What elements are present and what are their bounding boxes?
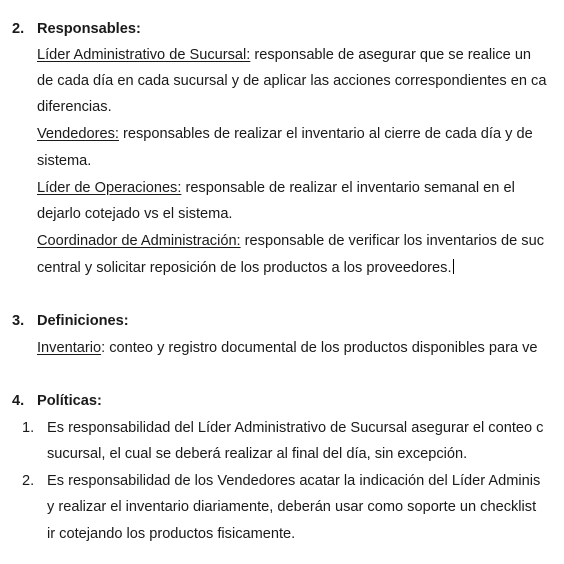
text-cursor (453, 259, 454, 274)
section-number-politicas: 4. (12, 393, 25, 409)
responsable-coordinador-line-1 (37, 232, 564, 250)
responsable-vendedores-line-2: sistema. (37, 153, 92, 169)
politica-2-line-1: Es responsabilidad de los Vendedores acatar la indicación del Líder Adminis (47, 473, 541, 489)
section-heading-responsables: Responsables: (37, 21, 141, 37)
desc-lider-operaciones: responsable de realizar el inventario semanal en el (181, 180, 515, 196)
politica-1-line-1: Es responsabilidad del Líder Administrativo de Sucursal asegurar el conteo c (47, 420, 544, 436)
term-inventario: Inventario (37, 340, 102, 356)
section-number-definiciones: 3. (12, 313, 25, 329)
term-coordinador: Coordinador de Administración: (37, 233, 241, 249)
section-heading-definiciones: Definiciones: (37, 313, 129, 329)
politica-2-number: 2. (22, 473, 35, 489)
responsable-vendedores-line-1 (37, 125, 564, 143)
desc-vendedores: responsables de realizar el inventario al cierre de cada día y de (118, 126, 533, 142)
responsable-lider-operaciones-line-2: dejarlo cotejado vs el sistema. (37, 206, 233, 222)
responsable-lider-sucursal-line-3: diferencias. (37, 99, 112, 115)
term-lider-operaciones: Líder de Operaciones: (37, 180, 182, 196)
term-lider-sucursal: Líder Administrativo de Sucursal: (37, 47, 251, 63)
responsable-lider-sucursal-line-2: de cada día en cada sucursal y de aplicar las acciones correspondientes en ca (37, 73, 547, 89)
politica-1-line-2: sucursal, el cual se deberá realizar al final del día, sin excepción. (47, 446, 468, 462)
politica-2-line-2: y realizar el inventario diariamente, deberán usar como soporte un checklist (47, 499, 537, 515)
desc-coordinador: responsable de verificar los inventarios de suc (240, 233, 545, 249)
term-vendedores: Vendedores: (37, 126, 119, 142)
definicion-inventario (37, 339, 564, 357)
desc-inventario: : conteo y registro documental de los productos disponibles para ve (101, 340, 538, 356)
section-number-responsables: 2. (12, 21, 25, 37)
responsable-coordinador-line-2[interactable] (37, 259, 564, 277)
responsable-lider-operaciones-line-1 (37, 179, 564, 197)
section-heading-politicas: Políticas: (37, 393, 102, 409)
desc-coordinador-cont: central y solicitar reposición de los productos a los proveedores. (37, 260, 452, 276)
desc-lider-sucursal: responsable de asegurar que se realice un (250, 47, 532, 63)
politica-1-number: 1. (22, 420, 35, 436)
responsable-lider-sucursal-line-1 (37, 46, 564, 64)
politica-2-line-3: ir cotejando los productos fisicamente. (47, 526, 296, 542)
